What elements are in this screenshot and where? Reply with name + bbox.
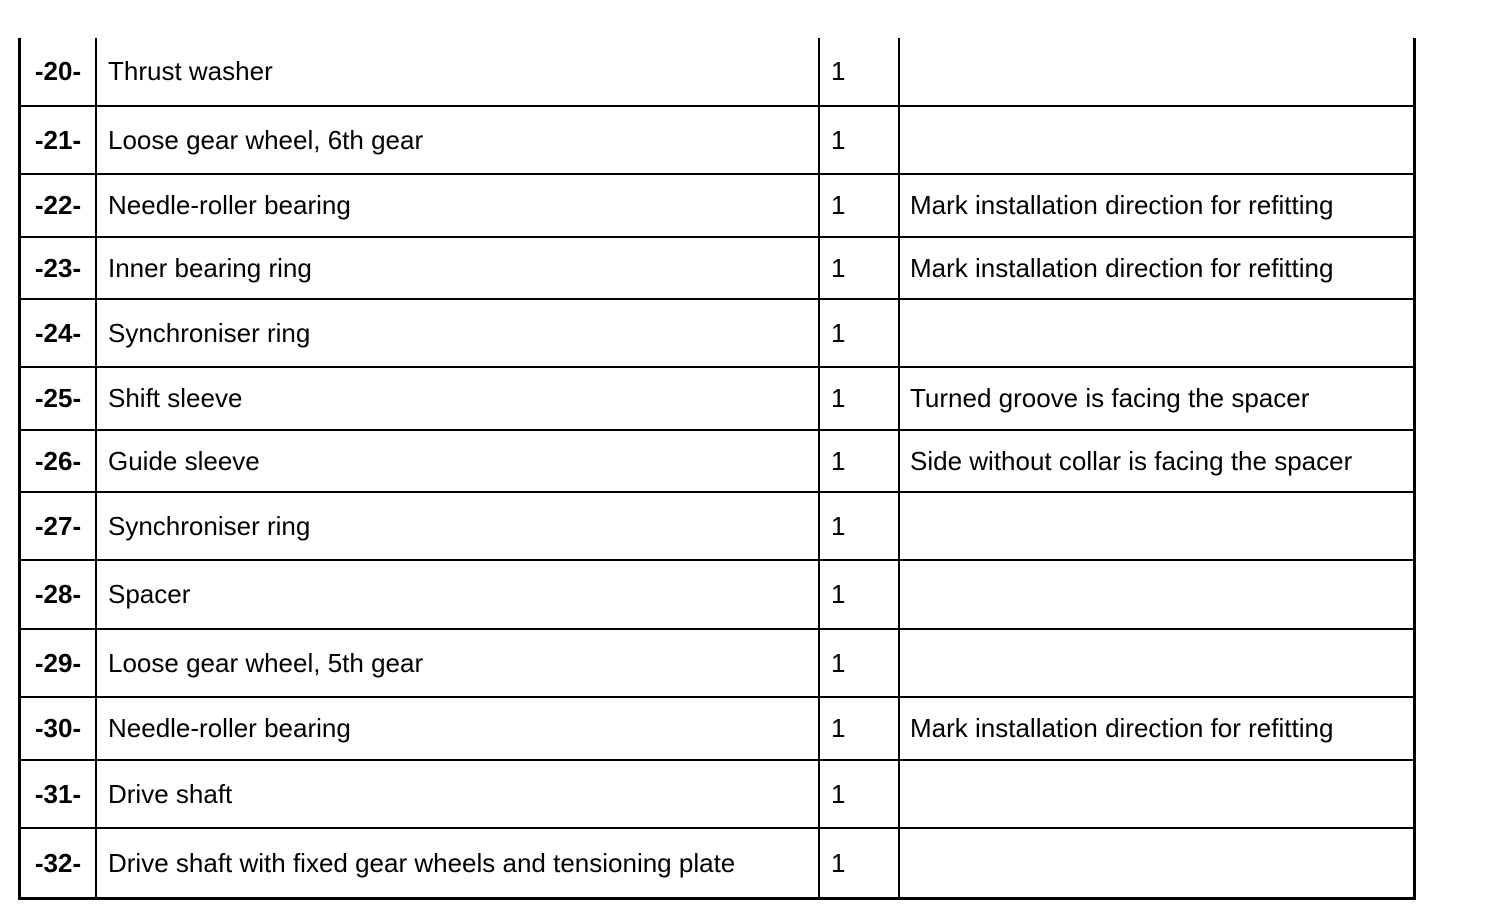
part-quantity: 1 (831, 713, 846, 743)
table-row (21, 238, 1413, 300)
table-row (21, 38, 1413, 107)
part-description: Needle-roller bearing (108, 190, 351, 220)
part-quantity: 1 (831, 190, 846, 220)
part-note (910, 630, 1410, 696)
table-row (21, 368, 1413, 431)
part-quantity: 1 (831, 252, 846, 283)
table-row (21, 300, 1413, 368)
table-row (21, 761, 1413, 829)
part-description: Drive shaft with fixed gear wheels and tensioning plate (108, 847, 736, 878)
table-row (21, 493, 1413, 561)
part-quantity: 1 (831, 56, 846, 86)
part-number: -21- (34, 124, 82, 155)
part-number: -29- (34, 647, 82, 678)
part-description: Loose gear wheel, 5th gear (108, 647, 424, 678)
part-quantity: 1 (831, 383, 846, 413)
part-note: Mark installation direction for refitting (910, 713, 1334, 743)
part-number: -27- (34, 510, 82, 541)
part-quantity: 1 (831, 317, 846, 348)
part-note (910, 300, 1410, 366)
part-description: Synchroniser ring (108, 317, 311, 348)
part-quantity: 1 (831, 445, 846, 476)
part-number: -23- (34, 252, 82, 283)
part-number: -28- (34, 579, 82, 609)
part-number: -20- (34, 56, 82, 86)
part-description: Guide sleeve (108, 445, 260, 476)
table-row (21, 698, 1413, 761)
part-note: Mark installation direction for refitting (910, 252, 1334, 283)
table-row (21, 431, 1413, 493)
part-number: -32- (34, 847, 82, 878)
table-row (21, 829, 1413, 897)
part-note (910, 38, 1410, 105)
part-description: Shift sleeve (108, 383, 243, 413)
part-description: Thrust washer (108, 56, 273, 86)
part-number: -25- (34, 383, 82, 413)
part-note (910, 493, 1410, 559)
part-quantity: 1 (831, 778, 846, 809)
part-description: Synchroniser ring (108, 510, 311, 541)
part-description: Needle-roller bearing (108, 713, 351, 743)
part-note: Side without collar is facing the spacer (910, 445, 1353, 476)
parts-table (18, 38, 1416, 900)
part-quantity: 1 (831, 579, 846, 609)
part-quantity: 1 (831, 510, 846, 541)
part-note (910, 561, 1410, 628)
part-number: -26- (34, 445, 82, 476)
part-note (910, 761, 1410, 827)
table-row (21, 561, 1413, 630)
part-quantity: 1 (831, 647, 846, 678)
part-note (910, 829, 1410, 897)
part-quantity: 1 (831, 847, 846, 878)
table-row (21, 175, 1413, 238)
part-description: Spacer (108, 579, 191, 609)
part-note (910, 107, 1410, 173)
part-number: -31- (34, 778, 82, 809)
part-note: Turned groove is facing the spacer (910, 383, 1310, 413)
part-number: -22- (34, 190, 82, 220)
table-row (21, 107, 1413, 175)
part-number: -24- (34, 317, 82, 348)
part-description: Inner bearing ring (108, 252, 312, 283)
part-note: Mark installation direction for refitting (910, 190, 1334, 220)
table-row (21, 630, 1413, 698)
part-quantity: 1 (831, 124, 846, 155)
part-description: Drive shaft (108, 778, 233, 809)
part-description: Loose gear wheel, 6th gear (108, 124, 424, 155)
part-number: -30- (34, 713, 82, 743)
